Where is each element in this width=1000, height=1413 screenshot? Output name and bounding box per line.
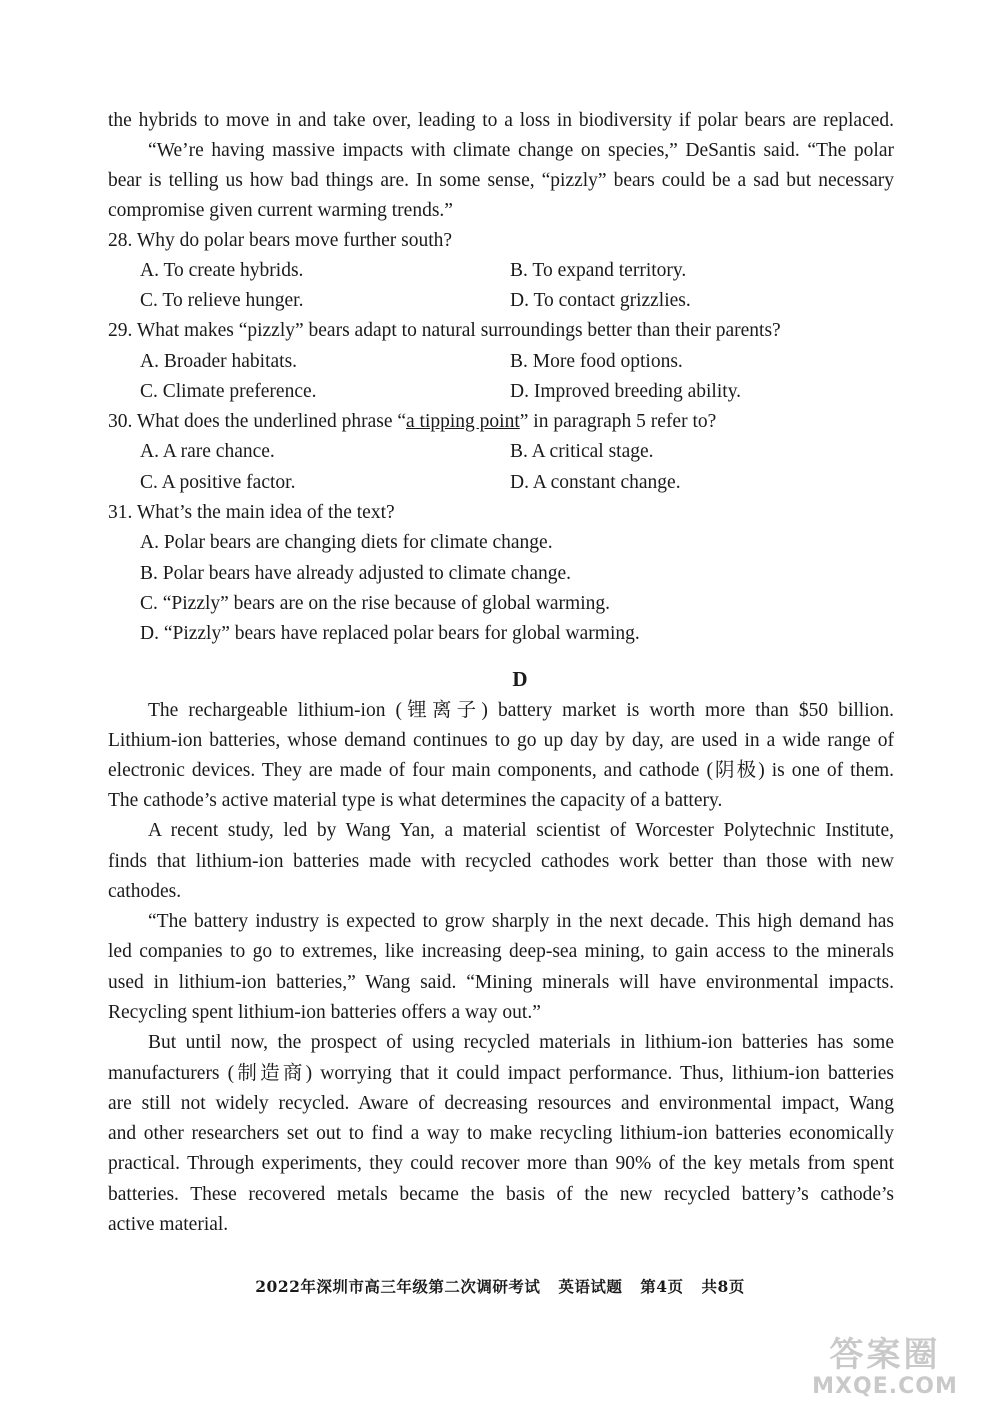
passage-d-line-10: used in lithium-ion batteries,” Wang said. “Mining minerals will have environmental impacts. <box>108 972 894 993</box>
section-d-title: D <box>512 667 528 691</box>
option-31-b: B. Polar bears have already adjusted to climate change. <box>140 563 571 584</box>
question-number: 28. <box>108 230 133 251</box>
option-28-d: D. To contact grizzlies. <box>510 290 691 311</box>
question-text: Why do polar bears move further south? <box>136 230 453 251</box>
footer-subject: 英语试题 <box>558 1277 623 1296</box>
page-footer <box>0 1274 1000 1300</box>
passage-d-line-12: But until now, the prospect of using recycled materials in lithium-ion batteries has some <box>148 1032 894 1053</box>
option-29-b: B. More food options. <box>510 351 683 372</box>
question-30-stem <box>108 407 894 437</box>
passage-c-line-3: bear is telling us how bad things are. In some sense, “pizzly” bears could be a sad but necessary <box>108 170 894 191</box>
underlined-phrase: a tipping point <box>406 411 520 432</box>
passage-d-line-9: led companies to go to extremes, like increasing deep-sea mining, to gain access to the minerals <box>108 941 894 962</box>
option-28-c: C. To relieve hunger. <box>140 290 304 311</box>
passage-d-line-5: A recent study, led by Wang Yan, a material scientist of Worcester Polytechnic Institute, <box>148 820 894 841</box>
question-28-stem <box>108 226 894 256</box>
passage-d-line-7: cathodes. <box>108 881 182 902</box>
passage-c-line-4: compromise given current warming trends.” <box>108 200 453 221</box>
option-29-c: C. Climate preference. <box>140 381 317 402</box>
option-28-b: B. To expand territory. <box>510 260 687 281</box>
option-30-d: D. A constant change. <box>510 472 681 493</box>
option-30-c: C. A positive factor. <box>140 472 296 493</box>
question-text-before: What does the underlined phrase “ <box>136 411 407 432</box>
passage-d-line-4: The cathode’s active material type is what determines the capacity of a battery. <box>108 790 723 811</box>
option-30-b: B. A critical stage. <box>510 441 654 462</box>
option-29-d: D. Improved breeding ability. <box>510 381 742 402</box>
question-number: 31. <box>108 502 133 523</box>
passage-d-line-14: are still not widely recycled. Aware of decreasing resources and environmental impact, Wang <box>108 1093 894 1114</box>
option-31-a: A. Polar bears are changing diets for climate change. <box>140 532 553 553</box>
passage-d-line-15: and other researchers set out to find a way to make recycling lithium-ion batteries economically <box>108 1123 894 1144</box>
passage-d-line-17: batteries. These recovered metals became the basis of the new recycled battery’s cathode’s <box>108 1184 894 1205</box>
question-text-after: ” in paragraph 5 refer to? <box>519 411 717 432</box>
question-text: What’s the main idea of the text? <box>136 502 395 523</box>
passage-d-line-1: The rechargeable lithium-ion (锂离子) battery market is worth more than $50 billion. <box>148 700 894 721</box>
passage-d-line-18: active material. <box>108 1214 229 1235</box>
option-31-c: C. “Pizzly” bears are on the rise because of global warming. <box>140 593 610 614</box>
question-text: What makes “pizzly” bears adapt to natural surroundings better than their parents? <box>136 320 781 341</box>
option-31-d: D. “Pizzly” bears have replaced polar bears for global warming. <box>140 623 640 644</box>
watermark-logo-text: 答案圈 <box>829 1335 941 1375</box>
footer-exam-title: 2022年深圳市高三年级第二次调研考试 <box>255 1277 541 1296</box>
footer-total-pages: 共8页 <box>701 1277 745 1296</box>
passage-d-line-3: electronic devices. They are made of four main components, and cathode (阴极) is one of them. <box>108 760 894 781</box>
question-31-stem <box>108 498 894 528</box>
question-29-stem <box>108 316 894 346</box>
option-29-a: A. Broader habitats. <box>140 351 298 372</box>
passage-d-line-2: Lithium-ion batteries, whose demand continues to go up day by day, are used in a wide range of <box>108 730 894 751</box>
option-28-a: A. To create hybrids. <box>140 260 304 281</box>
passage-d-line-13: manufacturers (制造商) worrying that it could impact performance. Thus, lithium-ion batteries <box>108 1063 894 1084</box>
passage-c-line-2: “We’re having massive impacts with climate change on species,” DeSantis said. “The polar <box>148 140 894 161</box>
passage-d-line-11: Recycling spent lithium-ion batteries offers a way out.” <box>108 1002 541 1023</box>
watermark-logo <box>800 1335 970 1405</box>
watermark-site-text: MXQE.COM <box>812 1374 958 1399</box>
passage-d-line-8: “The battery industry is expected to grow sharply in the next decade. This high demand has <box>148 911 894 932</box>
footer-page-number: 第4页 <box>640 1277 684 1296</box>
passage-d-line-6: finds that lithium-ion batteries made with recycled cathodes work better than those with new <box>108 851 894 872</box>
option-30-a: A. A rare chance. <box>140 441 275 462</box>
passage-d-line-16: practical. Through experiments, they could recover more than 90% of the key metals from spent <box>108 1153 894 1174</box>
passage-c-line-1: the hybrids to move in and take over, leading to a loss in biodiversity if polar bears are replaced. <box>108 110 894 131</box>
question-number: 29. <box>108 320 133 341</box>
question-number: 30. <box>108 411 133 432</box>
